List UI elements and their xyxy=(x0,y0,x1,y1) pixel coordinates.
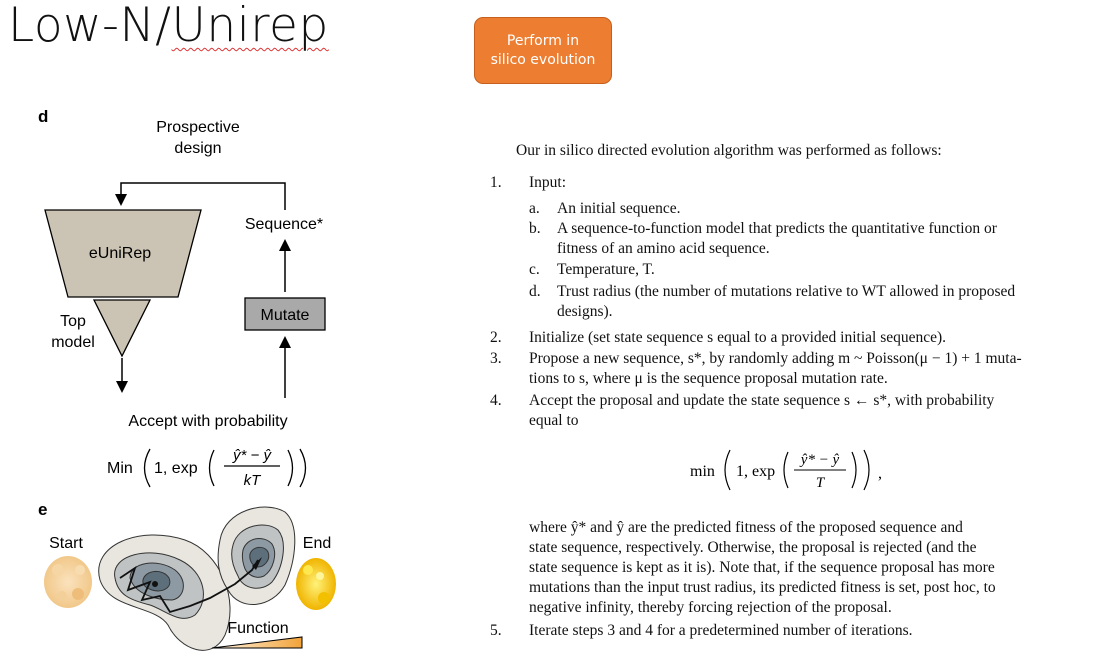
input-a-text: An initial sequence. xyxy=(557,200,681,217)
callout-line-1: Perform in xyxy=(506,32,580,49)
step-3-line1: Propose a new sequence, s*, by randomly adding m ~ Poisson(μ − 1) + 1 muta- xyxy=(529,350,1022,367)
accept-probability-label: Accept with probability xyxy=(128,413,288,430)
start-protein-image xyxy=(44,556,92,608)
after-formula-line4: mutations than the input trust radius, its predicted fitness is set, post hoc, to xyxy=(529,579,996,596)
function-label: Function xyxy=(227,620,289,637)
top-model-line2: model xyxy=(51,334,95,351)
after-formula-line2: state sequence, respectively. Otherwise, the proposal is rejected (and the xyxy=(529,539,977,556)
top-model-triangle xyxy=(94,300,150,356)
step-2-number: 2. xyxy=(490,329,502,346)
top-model-line1: Top xyxy=(60,313,86,330)
acceptance-formula xyxy=(680,440,920,500)
after-formula-line3: state sequence is kept as it is). Note that, if the sequence proposal has more xyxy=(529,559,995,576)
formula-paren-left-outer xyxy=(145,449,151,487)
input-b-line2: fitness of an amino acid sequence. xyxy=(557,240,770,257)
title-spellcheck-word: Unirep xyxy=(171,0,329,53)
formula-denominator: kT xyxy=(243,472,261,489)
input-c-letter: c. xyxy=(529,261,540,278)
input-a-letter: a. xyxy=(529,200,540,217)
input-c-text: Temperature, T. xyxy=(557,261,655,278)
step-5-number: 5. xyxy=(490,622,502,639)
step-5-text: Iterate steps 3 and 4 for a predetermined number of iterations. xyxy=(529,622,913,639)
formula-numerator: ŷ* − ŷ xyxy=(233,447,271,464)
formula2-min: min xyxy=(690,463,715,480)
eunirep-label: eUniRep xyxy=(88,245,152,262)
input-b-line1: A sequence-to-function model that predicts the quantitative function or xyxy=(557,220,997,237)
formula2-paren-right-inner xyxy=(852,452,856,488)
after-formula-line5: negative infinity, thereby forcing rejection of the proposal. xyxy=(529,599,892,616)
formula2-denominator: T xyxy=(815,475,825,491)
input-d-line2: designs). xyxy=(557,303,613,320)
step-1-text: Input: xyxy=(529,174,567,191)
algorithm-intro: Our in silico directed evolution algorithm was performed as follows: xyxy=(516,142,942,159)
landscape-right-peak xyxy=(218,507,295,604)
step-4-line1: Accept the proposal and update the state sequence s ← s*, with probability xyxy=(529,392,995,409)
step-3-line2: tions to s, where μ is the sequence proposal mutation rate. xyxy=(529,370,888,387)
title-prefix: Low-N/ xyxy=(8,0,172,53)
step-3-number: 3. xyxy=(490,350,502,367)
step-1-number: 1. xyxy=(490,174,502,191)
formula-min: Min xyxy=(107,460,133,477)
panel-label-e: e xyxy=(38,500,48,519)
formula2-paren-left-inner xyxy=(784,452,788,488)
mutate-label: Mutate xyxy=(260,307,310,324)
panel-label-d: d xyxy=(38,107,49,126)
figure-panels xyxy=(0,0,470,665)
prospective-design-line1: Prospective xyxy=(156,119,240,136)
step-4-number: 4. xyxy=(490,392,502,409)
sequence-label: Sequence* xyxy=(244,216,324,233)
formula2-one-exp: 1, exp xyxy=(736,463,776,480)
function-gradient-wedge xyxy=(212,637,302,648)
input-d-letter: d. xyxy=(529,283,541,300)
landscape-left-basin xyxy=(99,535,230,650)
formula-one-exp: 1, exp xyxy=(154,460,198,477)
formula-paren-right-outer xyxy=(300,449,306,487)
step-4-line2: equal to xyxy=(529,412,579,429)
formula-paren-left-inner xyxy=(210,450,215,486)
start-label: Start xyxy=(49,535,83,552)
loop-arrow xyxy=(121,183,285,210)
formula2-numerator: ŷ* − ŷ xyxy=(800,452,840,468)
formula2-paren-left-outer xyxy=(725,450,730,490)
end-label: End xyxy=(302,535,332,552)
formula-paren-right-inner xyxy=(288,450,293,486)
input-b-letter: b. xyxy=(529,220,541,237)
formula2-paren-right-outer xyxy=(864,450,869,490)
trajectory-start-dot xyxy=(152,581,158,587)
formula2-comma: , xyxy=(878,465,882,482)
callout-line-2: silico evolution xyxy=(490,51,596,68)
end-protein-image xyxy=(296,558,336,610)
perform-in-silico-evolution-callout[interactable] xyxy=(474,17,612,84)
step-2-text: Initialize (set state sequence s equal to a provided initial sequence). xyxy=(529,329,947,346)
input-d-line1: Trust radius (the number of mutations relative to WT allowed in proposed xyxy=(557,283,1016,300)
after-formula-line1: where ŷ* and ŷ are the predicted fitness of the proposed sequence and xyxy=(529,519,963,536)
prospective-design-line2: design xyxy=(174,140,222,157)
